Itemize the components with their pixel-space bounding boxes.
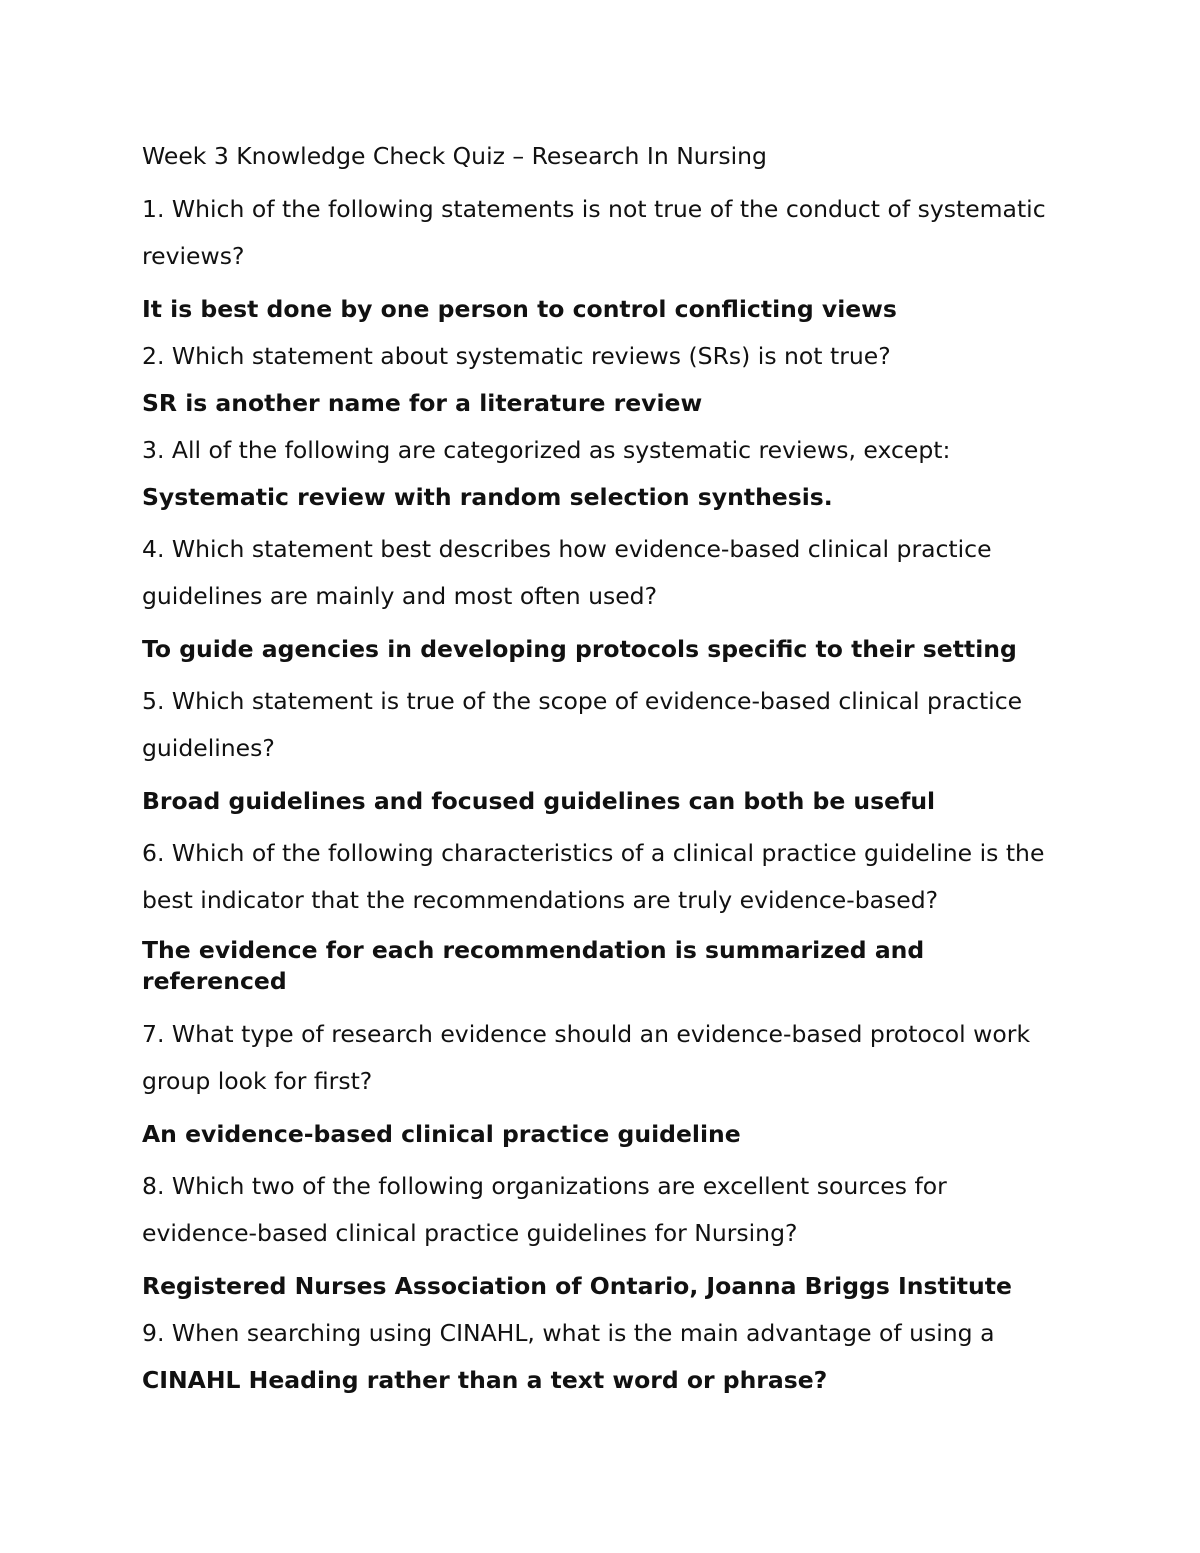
question-3: 3. All of the following are categorized as systematic reviews, except: [142,436,951,464]
question-6: 6. Which of the following characteristics of a clinical practice guideline is the best indicator that the recommendations are truly evidence-based? [142,839,1045,914]
question-2: 2. Which statement about systematic reviews (SRs) is not true? [142,342,891,370]
question-5: 5. Which statement is true of the scope of evidence-based clinical practice guidelines? [142,687,1023,762]
document-title: Week 3 Knowledge Check Quiz – Research In Nursing [142,142,767,170]
question-9: 9. When searching using CINAHL, what is the main advantage of using a [142,1319,995,1347]
question-4: 4. Which statement best describes how evidence-based clinical practice guidelines are mainly and most often used? [142,535,992,610]
answer-4: To guide agencies in developing protocols specific to their setting [142,635,1017,663]
answer-8: Registered Nurses Association of Ontario, Joanna Briggs Institute [142,1272,1012,1300]
question-7: 7. What type of research evidence should an evidence-based protocol work group look for first? [142,1020,1031,1095]
answer-6: The evidence for each recommendation is summarized and referenced [142,936,925,995]
answer-3: Systematic review with random selection synthesis. [142,483,833,511]
question-8: 8. Which two of the following organizations are excellent sources for evidence-based clinical practice guidelines for Nursing? [142,1172,947,1247]
document-page [142,138,1062,1409]
question-1: 1. Which of the following statements is not true of the conduct of systematic reviews? [142,195,1046,270]
answer-7: An evidence-based clinical practice guideline [142,1120,741,1148]
answer-9: CINAHL Heading rather than a text word or phrase? [142,1366,828,1394]
answer-1: It is best done by one person to control conflicting views [142,295,897,323]
answer-5: Broad guidelines and focused guidelines can both be useful [142,787,936,815]
answer-2: SR is another name for a literature review [142,389,703,417]
